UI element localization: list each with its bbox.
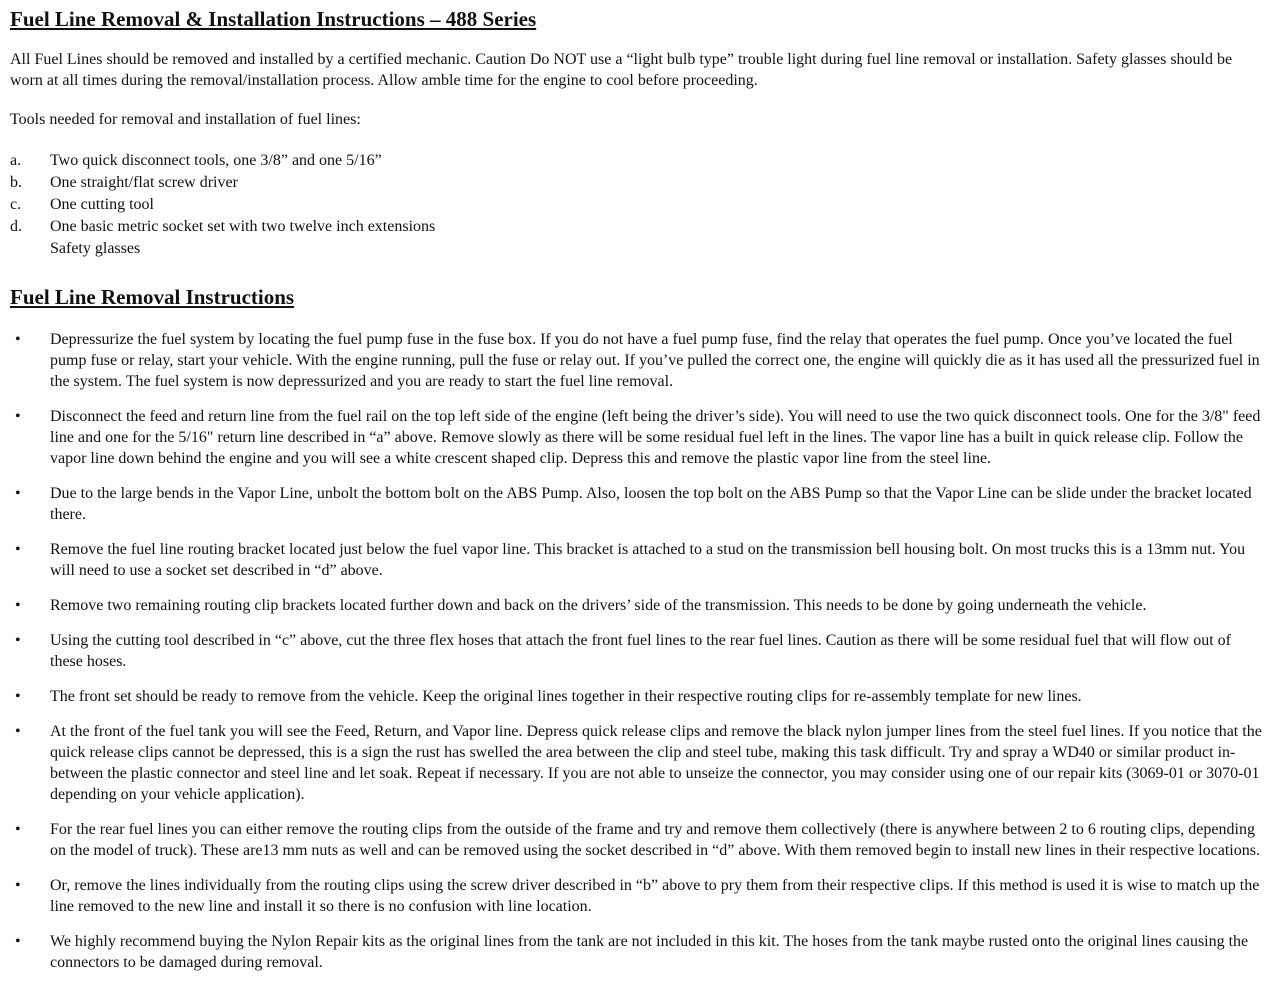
bullet-marker [10, 406, 50, 469]
instruction-text: Using the cutting tool described in “c” above, cut the three flex hoses that attach the front fuel lines to the rear fuel lines. Caution as there will be some residual fuel that will flow out of these hoses. [50, 632, 1231, 670]
bullet-marker [10, 329, 50, 392]
instruction-item [10, 721, 1266, 805]
instruction-item [10, 595, 1266, 616]
instruction-item [10, 931, 1266, 973]
instruction-text: For the rear fuel lines you can either remove the routing clips from the outside of the frame and try and remove them collectively (there is anywhere between 2 to 6 routing clips, depending on the model of truck). These are13 mm nuts as well and can be removed using the socket described in “d” above. With them removed begin to install new lines in their respective locations. [50, 821, 1260, 859]
instruction-item [10, 406, 1266, 469]
tool-item [10, 238, 1266, 260]
tool-item-letter: b. [10, 174, 22, 191]
document-title: Fuel Line Removal & Installation Instructions – 488 Series [10, 7, 537, 31]
tool-item-letter [10, 238, 50, 260]
tool-item-letter: a. [10, 152, 22, 169]
instruction-item [10, 630, 1266, 672]
instruction-text: Due to the large bends in the Vapor Line, unbolt the bottom bolt on the ABS Pump. Also, loosen the top bolt on the ABS Pump so that the Vapor Line can be slide under the bracket located there. [50, 485, 1252, 523]
instruction-item [10, 686, 1266, 707]
instruction-text: Remove the fuel line routing bracket located just below the fuel vapor line. This bracket is attached to a stud on the transmission bell housing bolt. On most trucks this is a 13mm nut. You will need to use a socket set described in “d” above. [50, 541, 1246, 579]
bullet-marker [10, 539, 50, 581]
bullet-marker [10, 630, 50, 672]
bullet-marker [10, 931, 50, 973]
tool-item-text: Two quick disconnect tools, one 3/8” and one 5/16” [50, 152, 382, 169]
document-page [10, 6, 1266, 973]
tool-item-text: One basic metric socket set with two twelve inch extensions [50, 218, 436, 235]
tools-list [10, 150, 1266, 260]
bullet-marker [10, 819, 50, 861]
tools-intro: Tools needed for removal and installation of fuel lines: [10, 111, 361, 128]
instruction-text: Remove two remaining routing clip brackets located further down and back on the drivers’ side of the transmission. This needs to be done by going underneath the vehicle. [50, 597, 1147, 614]
bullet-marker [10, 483, 50, 525]
bullet-marker [10, 875, 50, 917]
instruction-item [10, 875, 1266, 917]
instruction-item [10, 329, 1266, 392]
instruction-text: Or, remove the lines individually from the routing clips using the screw driver described in “b” above to pry them from their respective clips. If this method is used it is wise to match up the line removed to the new line and install it so there is no confusion with line location. [50, 877, 1260, 915]
instructions-list [10, 329, 1266, 973]
instruction-text: The front set should be ready to remove from the vehicle. Keep the original lines together in their respective routing clips for re-assembly template for new lines. [50, 688, 1082, 705]
tool-item-letter: c. [10, 196, 22, 213]
instruction-text: Depressurize the fuel system by locating the fuel pump fuse in the fuse box. If you do not have a fuel pump fuse, find the relay that operates the fuel pump. Once you’ve located the fuel pump fuse or relay, start your vehicle. With the engine running, pull the fuse or relay out. If you’ve pulled the correct one, the engine will quickly die as it has used all the pressurized fuel in the system. The fuel system is now depressurized and you are ready to start the fuel line removal. [50, 331, 1260, 390]
instruction-text: At the front of the fuel tank you will see the Feed, Return, and Vapor line. Depress quick release clips and remove the black nylon jumper lines from the steel fuel lines. If you notice that the quick release clips cannot be depressed, this is a sign the rust has swelled the area between the clip and steel tube, making this task difficult. Try and spray a WD40 or similar product in-between the plastic connector and steel line and let soak. Repeat if necessary. If you are not able to unseize the connector, you may consider using one of our repair kits (3069-01 or 3070-01 depending on your vehicle application). [50, 723, 1262, 803]
tool-item [10, 194, 1266, 216]
instruction-item [10, 539, 1266, 581]
instruction-text: We highly recommend buying the Nylon Repair kits as the original lines from the tank are not included in this kit. The hoses from the tank maybe rusted onto the original lines causing the connectors to be damaged during removal. [50, 933, 1249, 971]
bullet-marker [10, 686, 50, 707]
bullet-marker [10, 595, 50, 616]
tool-item [10, 150, 1266, 172]
instruction-item [10, 483, 1266, 525]
tool-item [10, 172, 1266, 194]
section-heading: Fuel Line Removal Instructions [10, 285, 295, 309]
bullet-marker [10, 721, 50, 805]
instruction-item [10, 819, 1266, 861]
instruction-text: Disconnect the feed and return line from the fuel rail on the top left side of the engine (left being the driver’s side). You will need to use the two quick disconnect tools. One for the 3/8" feed line and one for the 5/16" return line described in “a” above. Remove slowly as there will be some residual fuel left in the lines. The vapor line has a built in quick release clip. Follow the vapor line down behind the engine and you will see a white crescent shaped clip. Depress this and remove the plastic vapor line from the steel line. [50, 408, 1261, 467]
tool-item-letter: d. [10, 218, 22, 235]
tool-item-text: One cutting tool [50, 196, 154, 213]
tool-item-text: Safety glasses [50, 240, 141, 257]
tool-item-text: One straight/flat screw driver [50, 174, 238, 191]
intro-paragraph: All Fuel Lines should be removed and installed by a certified mechanic. Caution Do NOT use a “light bulb type” trouble light during fuel line removal or installation. Safety glasses should be worn at all times during the removal/installation process. Allow amble time for the engine to cool before proceeding. [10, 51, 1233, 89]
tool-item [10, 216, 1266, 238]
